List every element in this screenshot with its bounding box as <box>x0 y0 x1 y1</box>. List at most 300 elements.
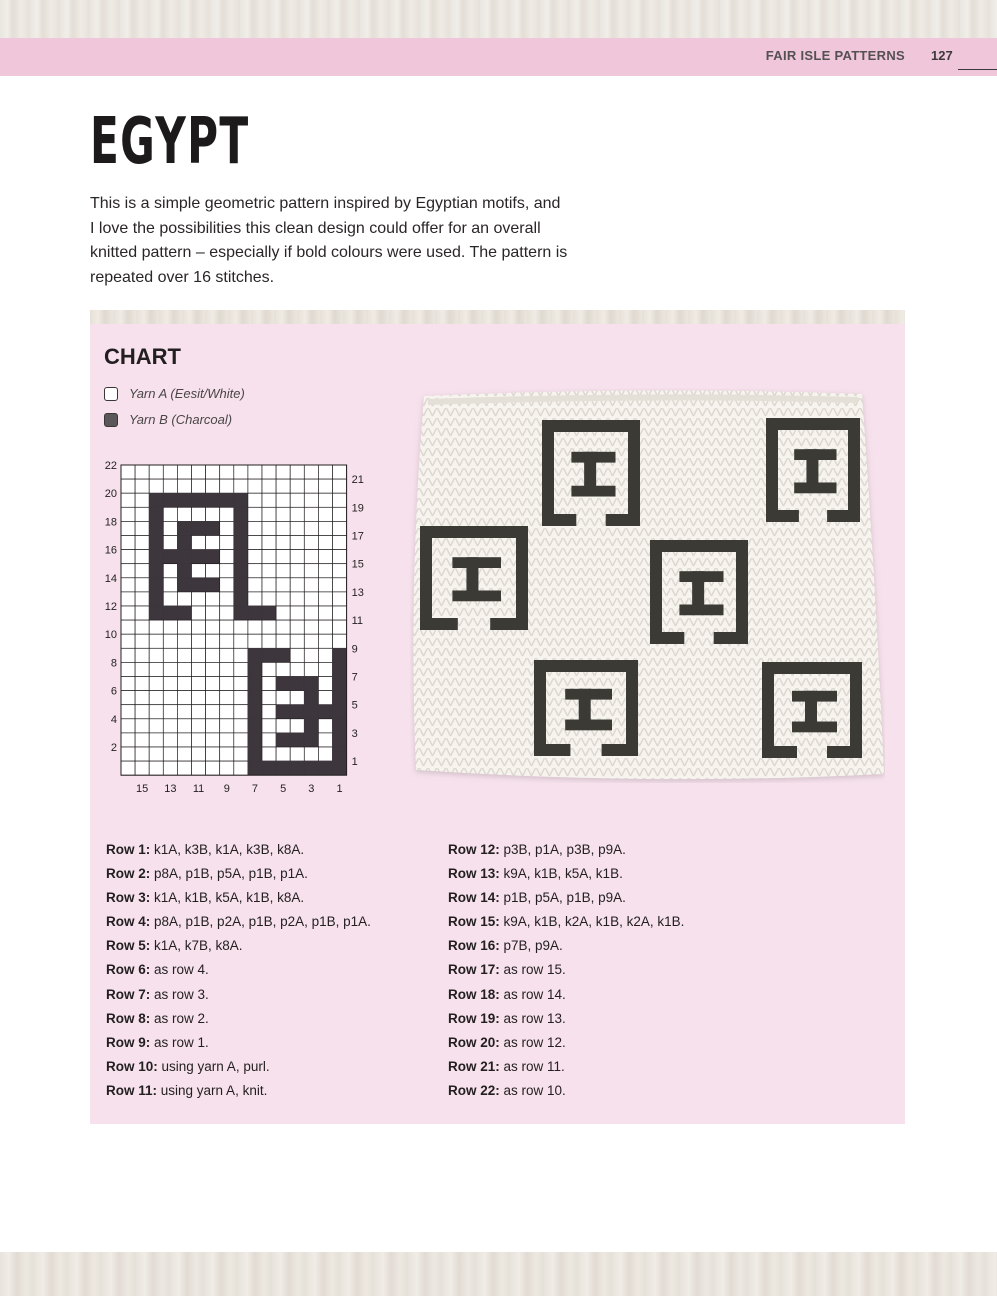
chart-cell-yarn-b <box>206 521 220 535</box>
chart-cell-yarn-b <box>234 578 248 592</box>
row-instruction <box>448 983 788 1007</box>
chart-cell-yarn-a <box>318 465 332 479</box>
row-instruction <box>106 1055 446 1079</box>
chart-cell-yarn-a <box>135 536 149 550</box>
chart-cell-yarn-b <box>304 733 318 747</box>
chart-cell-yarn-a <box>318 578 332 592</box>
chart-cell-yarn-b <box>248 719 262 733</box>
chart-cell-yarn-b <box>290 705 304 719</box>
chart-cell-yarn-a <box>149 705 163 719</box>
chart-cell-yarn-a <box>220 564 234 578</box>
chart-cell-yarn-a <box>234 634 248 648</box>
chart-cell-yarn-a <box>206 536 220 550</box>
chart-row-label-right: 19 <box>351 502 364 515</box>
chart-cell-yarn-b <box>304 691 318 705</box>
chart-cell-yarn-a <box>333 564 347 578</box>
chart-cell-yarn-a <box>121 606 135 620</box>
chart-cell-yarn-a <box>149 719 163 733</box>
row-text: as row 10. <box>499 1082 566 1098</box>
legend-label: Yarn B (Charcoal) <box>129 412 233 427</box>
chart-cell-yarn-a <box>318 536 332 550</box>
chart-cell-yarn-a <box>304 521 318 535</box>
chart-cell-yarn-a <box>192 507 206 521</box>
row-number: Row 2: <box>106 866 151 882</box>
chart-cell-yarn-a <box>318 564 332 578</box>
chart-cell-yarn-a <box>304 620 318 634</box>
chart-cell-yarn-a <box>192 691 206 705</box>
legend-item-yarn-b <box>104 412 232 427</box>
row-number: Row 19: <box>448 1010 500 1026</box>
chart-cell-yarn-b <box>248 761 262 775</box>
chart-cell-yarn-a <box>234 648 248 662</box>
chart-cell-yarn-a <box>192 592 206 606</box>
row-text: as row 1. <box>150 1034 209 1050</box>
chart-cell-yarn-a <box>177 733 191 747</box>
chart-cell-yarn-a <box>290 536 304 550</box>
chart-cell-yarn-a <box>177 592 191 606</box>
legend-label: Yarn A (Eesit/White) <box>129 386 245 401</box>
row-number: Row 20: <box>448 1034 500 1050</box>
chart-cell-yarn-a <box>206 677 220 691</box>
chart-cell-yarn-a <box>333 592 347 606</box>
chart-cell-yarn-a <box>262 634 276 648</box>
chart-cell-yarn-b <box>304 677 318 691</box>
chart-cell-yarn-a <box>290 465 304 479</box>
chart-cell-yarn-a <box>248 578 262 592</box>
chart-cell-yarn-a <box>135 733 149 747</box>
row-text: using yarn A, knit. <box>157 1082 268 1098</box>
chart-cell-yarn-a <box>262 536 276 550</box>
chart-cell-yarn-b <box>276 705 290 719</box>
chart-cell-yarn-a <box>192 733 206 747</box>
row-instructions-right <box>448 838 788 1103</box>
row-text: as row 12. <box>499 1034 566 1050</box>
chart-cell-yarn-a <box>206 564 220 578</box>
chart-cell-yarn-a <box>304 536 318 550</box>
chart-cell-yarn-b <box>248 677 262 691</box>
chart-cell-yarn-a <box>318 550 332 564</box>
chart-cell-yarn-a <box>135 521 149 535</box>
chart-cell-yarn-a <box>121 648 135 662</box>
chart-cell-yarn-a <box>276 493 290 507</box>
chart-cell-yarn-a <box>276 536 290 550</box>
chart-cell-yarn-a <box>234 662 248 676</box>
chart-cell-yarn-a <box>333 507 347 521</box>
wood-texture-bottom <box>0 1252 997 1296</box>
chart-cell-yarn-a <box>220 677 234 691</box>
chart-cell-yarn-a <box>206 634 220 648</box>
chart-cell-yarn-a <box>163 634 177 648</box>
row-instruction <box>448 886 788 910</box>
chart-cell-yarn-a <box>220 578 234 592</box>
chart-cell-yarn-b <box>333 761 347 775</box>
row-number: Row 10: <box>106 1058 158 1074</box>
row-text: as row 14. <box>499 986 566 1002</box>
chart-cell-yarn-b <box>192 550 206 564</box>
chart-cell-yarn-b <box>177 493 191 507</box>
chart-cell-yarn-a <box>121 479 135 493</box>
chart-cell-yarn-b <box>248 747 262 761</box>
row-number: Row 12: <box>448 842 500 857</box>
chart-row-label-right: 11 <box>351 615 364 628</box>
chart-cell-yarn-b <box>192 521 206 535</box>
chart-cell-yarn-a <box>177 677 191 691</box>
chart-cell-yarn-a <box>206 733 220 747</box>
chart-cell-yarn-a <box>149 465 163 479</box>
chart-cell-yarn-a <box>135 564 149 578</box>
chart-cell-yarn-a <box>220 606 234 620</box>
chart-cell-yarn-a <box>276 662 290 676</box>
chart-cell-yarn-a <box>135 606 149 620</box>
chart-cell-yarn-a <box>262 733 276 747</box>
chart-cell-yarn-a <box>234 747 248 761</box>
chart-cell-yarn-a <box>276 719 290 733</box>
chart-cell-yarn-a <box>304 662 318 676</box>
chart-cell-yarn-b <box>333 705 347 719</box>
chart-cell-yarn-a <box>304 493 318 507</box>
chart-cell-yarn-a <box>290 507 304 521</box>
wood-texture-top <box>0 0 997 38</box>
row-number: Row 13: <box>448 866 500 882</box>
chart-cell-yarn-a <box>163 592 177 606</box>
chart-cell-yarn-a <box>135 578 149 592</box>
chart-cell-yarn-a <box>177 705 191 719</box>
intro-paragraph <box>90 192 620 290</box>
chart-cell-yarn-b <box>206 578 220 592</box>
chart-cell-yarn-b <box>248 606 262 620</box>
chart-cell-yarn-a <box>149 761 163 775</box>
chart-cell-yarn-a <box>149 747 163 761</box>
chart-stitch-label: 9 <box>223 783 230 796</box>
chart-cell-yarn-a <box>304 479 318 493</box>
chart-cell-yarn-a <box>149 479 163 493</box>
chart-cell-yarn-b <box>318 761 332 775</box>
chart-cell-yarn-a <box>333 493 347 507</box>
chart-cell-yarn-a <box>135 634 149 648</box>
chart-stitch-label: 13 <box>164 783 177 796</box>
chart-cell-yarn-a <box>121 733 135 747</box>
chart-cell-yarn-b <box>149 493 163 507</box>
chart-cell-yarn-a <box>177 691 191 705</box>
chart-cell-yarn-a <box>248 620 262 634</box>
chart-cell-yarn-a <box>304 507 318 521</box>
chart-cell-yarn-a <box>262 691 276 705</box>
row-instruction <box>448 838 788 862</box>
chart-cell-yarn-a <box>262 507 276 521</box>
chart-stitch-label: 1 <box>336 783 343 796</box>
chart-cell-yarn-b <box>276 733 290 747</box>
page-title: EGYPT <box>90 105 250 179</box>
row-text: p8A, p1B, p2A, p1B, p2A, p1B, p1A. <box>150 914 371 930</box>
chart-cell-yarn-a <box>290 479 304 493</box>
yarn-b-swatch-icon <box>104 413 118 427</box>
chart-stitch-label: 3 <box>308 783 315 796</box>
chart-row-label-left: 16 <box>104 544 117 557</box>
row-text: k1A, k1B, k5A, k1B, k8A. <box>150 890 305 906</box>
chart-cell-yarn-a <box>248 564 262 578</box>
chart-cell-yarn-b <box>234 521 248 535</box>
row-number: Row 6: <box>106 962 151 978</box>
chart-cell-yarn-a <box>163 761 177 775</box>
chart-cell-yarn-b <box>290 761 304 775</box>
chart-cell-yarn-a <box>192 677 206 691</box>
chart-cell-yarn-a <box>262 719 276 733</box>
legend-item-yarn-a <box>104 386 245 401</box>
chart-cell-yarn-a <box>121 578 135 592</box>
chart-cell-yarn-b <box>177 536 191 550</box>
chart-cell-yarn-b <box>163 550 177 564</box>
chart-cell-yarn-a <box>290 634 304 648</box>
chart-cell-yarn-a <box>163 507 177 521</box>
chart-cell-yarn-a <box>318 677 332 691</box>
chart-cell-yarn-a <box>135 747 149 761</box>
chart-cell-yarn-a <box>304 747 318 761</box>
chart-cell-yarn-a <box>262 564 276 578</box>
chart-cell-yarn-b <box>234 564 248 578</box>
chart-heading: CHART <box>104 344 181 369</box>
chart-cell-yarn-a <box>276 507 290 521</box>
chart-cell-yarn-a <box>177 620 191 634</box>
chart-cell-yarn-a <box>163 536 177 550</box>
chart-row-label-right: 15 <box>351 558 364 571</box>
chart-cell-yarn-a <box>121 550 135 564</box>
chart-cell-yarn-a <box>192 536 206 550</box>
chart-cell-yarn-a <box>220 521 234 535</box>
chart-cell-yarn-a <box>220 648 234 662</box>
chart-cell-yarn-a <box>248 521 262 535</box>
chart-cell-yarn-a <box>177 648 191 662</box>
chart-cell-yarn-b <box>318 705 332 719</box>
chart-cell-yarn-b <box>333 747 347 761</box>
chart-cell-yarn-a <box>290 592 304 606</box>
chart-cell-yarn-b <box>149 550 163 564</box>
chart-cell-yarn-b <box>248 662 262 676</box>
chart-cell-yarn-a <box>290 564 304 578</box>
page-number: 127 <box>931 48 953 63</box>
row-instruction <box>106 934 446 958</box>
chart-cell-yarn-a <box>262 578 276 592</box>
chart-cell-yarn-a <box>262 521 276 535</box>
chart-row-label-right: 1 <box>351 756 358 769</box>
chart-cell-yarn-a <box>318 606 332 620</box>
chart-cell-yarn-a <box>234 691 248 705</box>
panel-wood-strip <box>90 310 905 324</box>
running-title: FAIR ISLE PATTERNS <box>765 48 905 63</box>
row-instruction <box>106 886 446 910</box>
chart-cell-yarn-b <box>262 606 276 620</box>
row-number: Row 16: <box>448 938 500 954</box>
chart-cell-yarn-a <box>192 564 206 578</box>
chart-cell-yarn-a <box>304 465 318 479</box>
chart-cell-yarn-a <box>149 648 163 662</box>
chart-cell-yarn-a <box>121 747 135 761</box>
chart-cell-yarn-a <box>206 606 220 620</box>
chart-cell-yarn-b <box>304 761 318 775</box>
chart-cell-yarn-a <box>276 592 290 606</box>
chart-cell-yarn-b <box>163 493 177 507</box>
chart-cell-yarn-a <box>163 747 177 761</box>
chart-cell-yarn-a <box>163 733 177 747</box>
chart-cell-yarn-a <box>318 719 332 733</box>
chart-cell-yarn-a <box>318 691 332 705</box>
chart-cell-yarn-b <box>177 550 191 564</box>
chart-row-label-left: 14 <box>104 572 117 585</box>
chart-cell-yarn-a <box>234 705 248 719</box>
chart-cell-yarn-a <box>220 479 234 493</box>
chart-row-label-left: 6 <box>110 685 117 698</box>
chart-cell-yarn-a <box>290 662 304 676</box>
chart-cell-yarn-a <box>262 550 276 564</box>
row-number: Row 22: <box>448 1082 500 1098</box>
chart-cell-yarn-a <box>262 592 276 606</box>
intro-line: repeated over 16 stitches. <box>90 268 275 286</box>
chart-cell-yarn-a <box>192 719 206 733</box>
chart-cell-yarn-a <box>262 662 276 676</box>
chart-cell-yarn-a <box>220 705 234 719</box>
row-number: Row 3: <box>106 890 151 906</box>
intro-line: I love the possibilities this clean design could offer for an overall <box>90 219 541 237</box>
chart-cell-yarn-a <box>163 465 177 479</box>
chart-cell-yarn-a <box>192 705 206 719</box>
chart-cell-yarn-a <box>318 521 332 535</box>
chart-cell-yarn-a <box>135 479 149 493</box>
chart-cell-yarn-a <box>206 620 220 634</box>
chart-cell-yarn-a <box>318 479 332 493</box>
chart-cell-yarn-b <box>333 733 347 747</box>
chart-cell-yarn-a <box>248 536 262 550</box>
chart-cell-yarn-a <box>318 648 332 662</box>
chart-cell-yarn-a <box>135 761 149 775</box>
chart-cell-yarn-b <box>248 733 262 747</box>
chart-cell-yarn-b <box>149 564 163 578</box>
row-instruction <box>106 958 446 982</box>
chart-cell-yarn-a <box>135 719 149 733</box>
row-instruction <box>106 1007 446 1031</box>
row-text: k9A, k1B, k5A, k1B. <box>499 866 623 882</box>
chart-cell-yarn-a <box>135 677 149 691</box>
chart-cell-yarn-a <box>290 691 304 705</box>
chart-cell-yarn-a <box>220 592 234 606</box>
chart-row-label-left: 2 <box>110 742 117 754</box>
chart-cell-yarn-b <box>248 705 262 719</box>
chart-cell-yarn-a <box>234 479 248 493</box>
chart-cell-yarn-b <box>192 578 206 592</box>
chart-cell-yarn-a <box>121 536 135 550</box>
chart-cell-yarn-b <box>290 677 304 691</box>
row-instructions-left <box>106 838 446 1103</box>
chart-cell-yarn-a <box>206 465 220 479</box>
chart-cell-yarn-a <box>290 747 304 761</box>
chart-cell-yarn-a <box>192 662 206 676</box>
chart-cell-yarn-a <box>192 747 206 761</box>
chart-cell-yarn-a <box>290 550 304 564</box>
chart-cell-yarn-a <box>248 550 262 564</box>
chart-stitch-label: 15 <box>136 783 149 796</box>
chart-row-label-left: 10 <box>104 629 117 642</box>
row-instruction <box>448 862 788 886</box>
row-instruction <box>106 838 446 862</box>
chart-cell-yarn-a <box>304 550 318 564</box>
page-number-rule <box>958 69 997 70</box>
chart-cell-yarn-a <box>333 536 347 550</box>
row-text: using yarn A, purl. <box>157 1058 270 1074</box>
chart-cell-yarn-a <box>163 578 177 592</box>
chart-cell-yarn-a <box>333 550 347 564</box>
chart-row-label-right: 3 <box>351 727 358 740</box>
row-text: as row 2. <box>150 1010 209 1026</box>
chart-cell-yarn-a <box>192 479 206 493</box>
chart-cell-yarn-b <box>177 564 191 578</box>
chart-cell-yarn-a <box>121 634 135 648</box>
chart-cell-yarn-a <box>234 677 248 691</box>
chart-cell-yarn-a <box>121 620 135 634</box>
row-number: Row 9: <box>106 1034 151 1050</box>
chart-cell-yarn-a <box>135 550 149 564</box>
chart-cell-yarn-a <box>220 662 234 676</box>
chart-cell-yarn-b <box>206 493 220 507</box>
chart-cell-yarn-a <box>333 606 347 620</box>
row-text: as row 4. <box>150 962 209 978</box>
chart-cell-yarn-a <box>220 507 234 521</box>
chart-cell-yarn-a <box>276 564 290 578</box>
row-text: k1A, k7B, k8A. <box>150 938 243 954</box>
intro-line: knitted pattern – especially if bold colours were used. The pattern is <box>90 244 568 261</box>
chart-stitch-label: 11 <box>192 783 205 796</box>
row-instruction <box>448 910 788 934</box>
chart-row-label-left: 22 <box>104 460 117 472</box>
chart-cell-yarn-a <box>135 705 149 719</box>
chart-cell-yarn-a <box>163 705 177 719</box>
chart-cell-yarn-a <box>121 677 135 691</box>
chart-cell-yarn-a <box>333 620 347 634</box>
chart-cell-yarn-a <box>318 733 332 747</box>
chart-cell-yarn-b <box>149 521 163 535</box>
intro-line: This is a simple geometric pattern inspired by Egyptian motifs, and <box>90 195 561 212</box>
row-text: p7B, p9A. <box>499 938 563 954</box>
chart-cell-yarn-a <box>135 493 149 507</box>
yarn-a-swatch-icon <box>104 387 118 401</box>
row-text: k1A, k3B, k1A, k3B, k8A. <box>150 842 305 857</box>
chart-cell-yarn-a <box>121 705 135 719</box>
chart-cell-yarn-a <box>135 691 149 705</box>
chart-row-label-left: 8 <box>110 657 117 670</box>
chart-cell-yarn-a <box>177 662 191 676</box>
chart-cell-yarn-a <box>177 465 191 479</box>
chart-cell-yarn-a <box>220 761 234 775</box>
chart-cell-yarn-a <box>121 564 135 578</box>
chart-cell-yarn-a <box>220 620 234 634</box>
chart-row-label-left: 20 <box>104 488 117 501</box>
chart-cell-yarn-a <box>177 719 191 733</box>
chart-cell-yarn-a <box>304 564 318 578</box>
chart-cell-yarn-a <box>121 691 135 705</box>
chart-cell-yarn-a <box>333 521 347 535</box>
chart-cell-yarn-a <box>121 493 135 507</box>
chart-cell-yarn-a <box>206 705 220 719</box>
chart-cell-yarn-a <box>163 691 177 705</box>
chart-row-label-right: 21 <box>351 474 364 487</box>
row-instruction <box>106 1079 446 1103</box>
chart-cell-yarn-a <box>262 677 276 691</box>
chart-cell-yarn-b <box>177 578 191 592</box>
chart-cell-yarn-b <box>333 677 347 691</box>
chart-cell-yarn-b <box>220 493 234 507</box>
chart-cell-yarn-a <box>304 592 318 606</box>
chart-cell-yarn-a <box>192 634 206 648</box>
chart-cell-yarn-a <box>135 620 149 634</box>
chart-cell-yarn-b <box>333 719 347 733</box>
chart-cell-yarn-b <box>206 550 220 564</box>
